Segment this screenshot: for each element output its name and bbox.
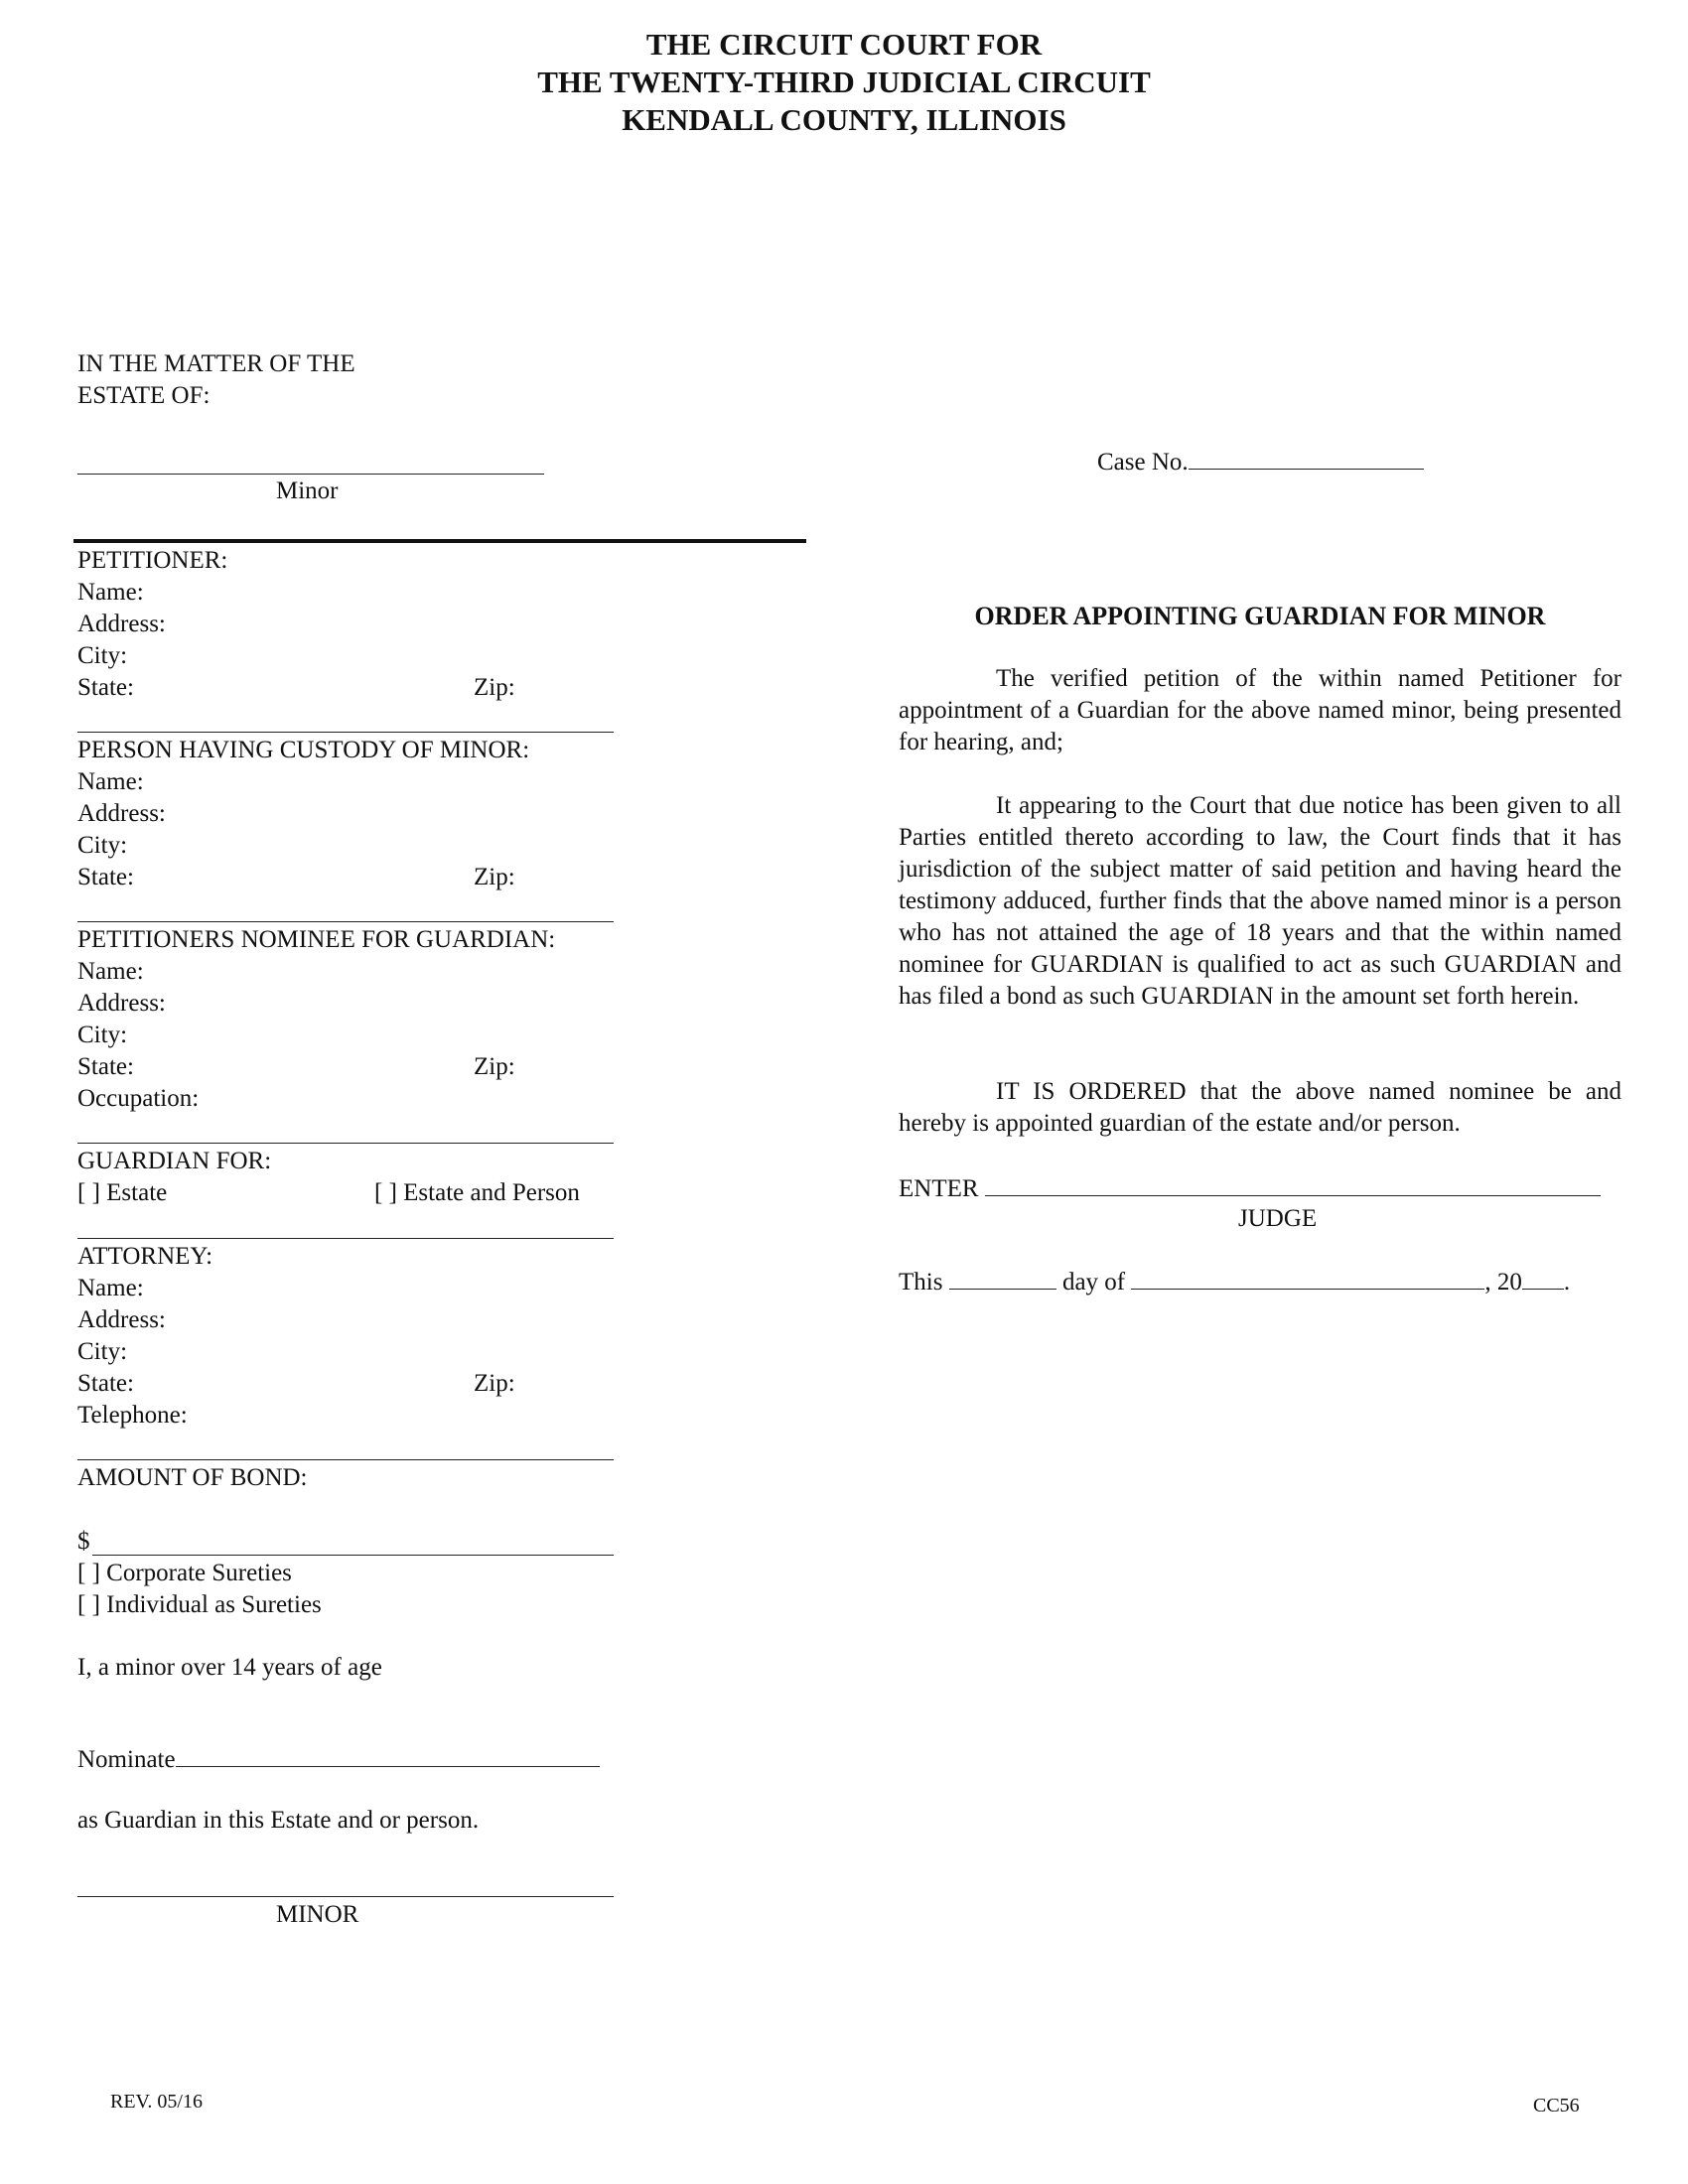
custody-zip-label: Zip: [474,864,515,890]
corporate-sureties-checkbox[interactable]: [ ] Corporate Sureties [77,1560,292,1586]
day-field[interactable] [949,1265,1056,1290]
petitioner-divider [77,732,614,733]
attorney-state-label: State: [77,1370,134,1397]
custody-address-label: Address: [77,800,166,827]
order-paragraph-1 [899,663,1621,758]
date-row [899,1265,1570,1298]
order-paragraph-1-text: The verified petition of the within named Petitioner for appointment of a Guardian for the above named minor, being presented for hearing, and; [899,665,1621,755]
attorney-name-label: Name: [77,1275,144,1301]
as-guardian-text: as Guardian in this Estate and or person. [77,1807,480,1834]
this-label: This [899,1269,943,1296]
order-paragraph-3-text: IT IS ORDERED that the above named nominee be and hereby is appointed guardian of the estate and/or person. [899,1078,1621,1137]
bond-title: AMOUNT OF BOND: [77,1464,308,1491]
minor-statement: I, a minor over 14 years of age [77,1654,382,1681]
petitioner-address-label: Address: [77,611,166,637]
nominee-occupation-label: Occupation: [77,1085,200,1112]
nominate-field[interactable] [176,1742,600,1767]
nominee-address-label: Address: [77,990,166,1017]
petitioner-zip-label: Zip: [474,674,515,701]
guardian-estate-checkbox[interactable]: [ ] Estate [77,1179,168,1206]
guardian-for-title: GUARDIAN FOR: [77,1148,272,1174]
nominate-row [77,1742,600,1776]
caption-divider [73,539,806,543]
order-paragraph-2 [899,790,1621,1013]
judge-signature-field[interactable] [985,1171,1601,1196]
year-field[interactable] [1522,1265,1564,1290]
revision-label: REV. 05/16 [110,2091,203,2113]
case-number-label: Case No. [1097,449,1189,476]
petitioner-name-label: Name: [77,579,144,606]
attorney-zip-label: Zip: [474,1370,515,1397]
order-title: ORDER APPOINTING GUARDIAN FOR MINOR [974,602,1546,630]
bond-amount-field[interactable] [92,1555,614,1556]
petitioner-city-label: City: [77,642,128,669]
nominee-name-label: Name: [77,958,144,985]
custody-name-label: Name: [77,768,144,795]
date-period: . [1563,1269,1571,1296]
month-field[interactable] [1131,1265,1484,1290]
minor-signature-label: MINOR [276,1901,359,1928]
guardian-estate-person-checkbox[interactable]: [ ] Estate and Person [374,1179,580,1206]
case-number [1097,445,1424,478]
minor-name-label: Minor [276,478,339,504]
custody-divider [77,921,614,922]
order-paragraph-2-text: It appearing to the Court that due notice has been given to all Parties entitled thereto according to law, the Court finds that it has jurisdiction of the subject matter of said petition and having heard the testimony adduced, further finds that the above named minor is a person who has not attained the age of 18 years and that the within named nominee for GUARDIAN is qualified to act as such GUARDIAN and has filed a bond as such GUARDIAN in the amount set forth herein. [899,792,1621,1010]
attorney-telephone-label: Telephone: [77,1402,188,1429]
court-header [0,26,1688,139]
nominee-divider [77,1143,614,1144]
petitioner-state-label: State: [77,674,134,701]
case-number-field[interactable] [1189,445,1424,470]
court-header-line-2: THE TWENTY-THIRD JUDICIAL CIRCUIT [537,65,1151,99]
bond-dollar-sign: $ [77,1528,90,1555]
matter-line-1: IN THE MATTER OF THE [77,350,355,377]
nominee-city-label: City: [77,1022,128,1048]
attorney-address-label: Address: [77,1306,166,1333]
custody-city-label: City: [77,832,128,859]
attorney-city-label: City: [77,1338,128,1365]
nominee-zip-label: Zip: [474,1053,515,1080]
nominee-title: PETITIONERS NOMINEE FOR GUARDIAN: [77,926,556,953]
minor-name-field[interactable] [77,474,544,475]
individual-sureties-checkbox[interactable]: [ ] Individual as Sureties [77,1591,322,1618]
attorney-divider [77,1459,614,1460]
day-of-label: day of [1061,1269,1126,1296]
custody-state-label: State: [77,864,134,890]
court-header-line-1: THE CIRCUIT COURT FOR [645,27,1043,62]
attorney-title: ATTORNEY: [77,1243,213,1270]
petitioner-title: PETITIONER: [77,547,228,574]
year-prefix: , 20 [1484,1269,1522,1296]
minor-signature-field[interactable] [77,1896,614,1897]
enter-label: ENTER [899,1175,979,1202]
enter-row [899,1171,1601,1205]
court-header-line-3: KENDALL COUNTY, ILLINOIS [622,102,1066,137]
nominee-state-label: State: [77,1053,134,1080]
order-paragraph-3 [899,1076,1621,1140]
matter-line-2: ESTATE OF: [77,382,211,409]
form-number: CC56 [1533,2095,1580,2116]
guardian-divider [77,1238,614,1239]
judge-label: JUDGE [1238,1205,1318,1232]
nominate-label: Nominate [77,1746,176,1773]
custody-title: PERSON HAVING CUSTODY OF MINOR: [77,737,530,763]
